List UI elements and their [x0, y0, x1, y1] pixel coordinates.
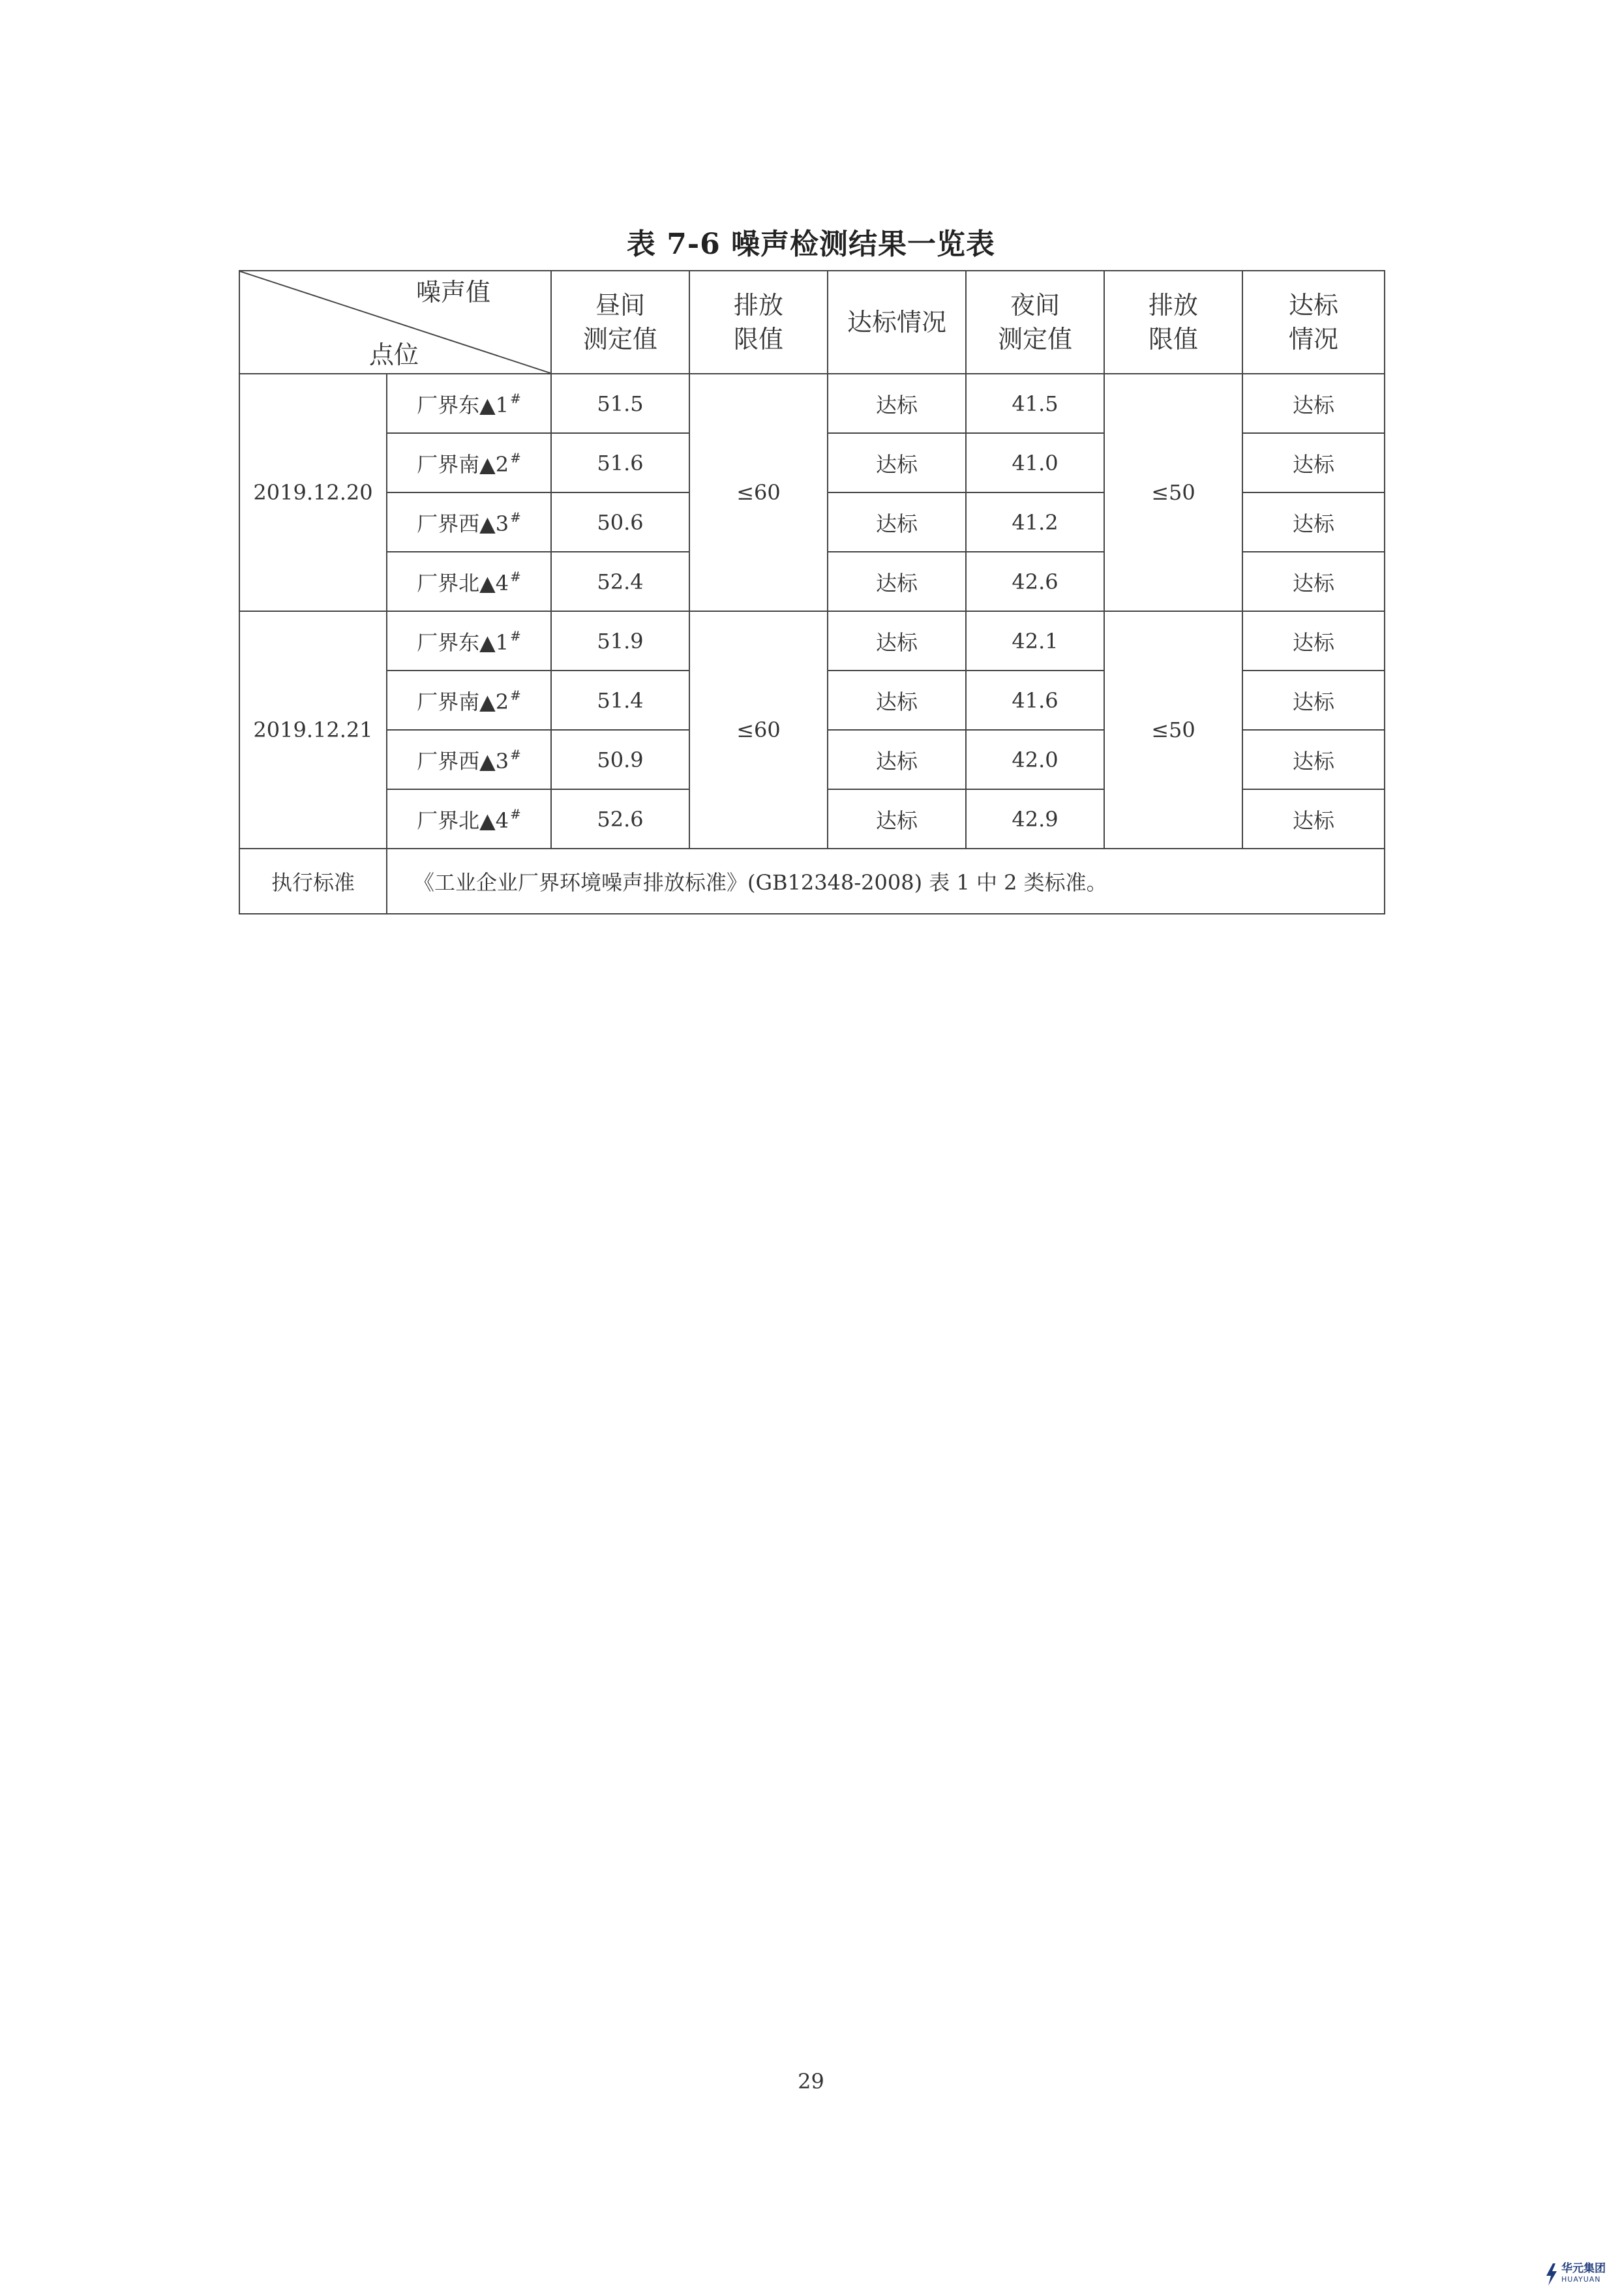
standard-label: 执行标准 [239, 849, 387, 914]
date-cell: 2019.12.21 [239, 611, 387, 849]
header-day-limit: 排放 限值 [689, 271, 828, 374]
logo-chinese-text: 华元集团 [1561, 2262, 1606, 2275]
header-night-limit: 排放 限值 [1104, 271, 1242, 374]
night-status-cell: 达标 [1242, 789, 1385, 849]
day-limit-cell: ≤60 [689, 374, 828, 611]
night-value-cell: 42.0 [966, 730, 1104, 789]
point-cell: 厂界西▲3 # [387, 492, 551, 552]
day-status-cell: 达标 [828, 671, 966, 730]
date-cell: 2019.12.20 [239, 374, 387, 611]
day-value-cell: 50.9 [551, 730, 689, 789]
day-status-cell: 达标 [828, 730, 966, 789]
table-header-row [239, 271, 1385, 374]
header-night-value: 夜间 测定值 [966, 271, 1104, 374]
night-value-cell: 42.1 [966, 611, 1104, 671]
table-caption: 表 7-6 噪声检测结果一览表 [626, 228, 996, 261]
page-number: 29 [798, 2069, 824, 2094]
night-status-cell: 达标 [1242, 433, 1385, 492]
day-value-cell: 52.6 [551, 789, 689, 849]
header-night-status: 达标 情况 [1242, 271, 1385, 374]
corner-noise-value-label: 噪声值 [415, 278, 490, 307]
point-cell: 厂界东▲1 # [387, 374, 551, 433]
table-row [239, 611, 1385, 671]
night-limit-cell: ≤50 [1104, 611, 1242, 849]
day-limit-cell: ≤60 [689, 611, 828, 849]
day-status-cell: 达标 [828, 374, 966, 433]
night-status-cell: 达标 [1242, 492, 1385, 552]
header-day-value: 昼间 测定值 [551, 271, 689, 374]
day-status-cell: 达标 [828, 492, 966, 552]
point-cell: 厂界北▲4 # [387, 789, 551, 849]
day-status-cell: 达标 [828, 789, 966, 849]
logo-english-text: HUAYUAN [1561, 2275, 1601, 2284]
day-value-cell: 51.4 [551, 671, 689, 730]
point-cell: 厂界北▲4 # [387, 552, 551, 611]
noise-results-table [239, 270, 1385, 914]
point-cell: 厂界南▲2 # [387, 433, 551, 492]
night-status-cell: 达标 [1242, 552, 1385, 611]
day-value-cell: 51.9 [551, 611, 689, 671]
night-value-cell: 41.5 [966, 374, 1104, 433]
day-status-cell: 达标 [828, 433, 966, 492]
night-status-cell: 达标 [1242, 611, 1385, 671]
day-status-cell: 达标 [828, 552, 966, 611]
corner-point-label: 点位 [369, 340, 419, 369]
diagonal-corner-cell [239, 271, 551, 374]
standard-row [239, 849, 1385, 914]
day-value-cell: 51.5 [551, 374, 689, 433]
night-value-cell: 42.9 [966, 789, 1104, 849]
night-status-cell: 达标 [1242, 374, 1385, 433]
company-logo [1544, 2262, 1616, 2288]
point-cell: 厂界南▲2 # [387, 671, 551, 730]
day-value-cell: 52.4 [551, 552, 689, 611]
point-cell: 厂界东▲1 # [387, 611, 551, 671]
night-status-cell: 达标 [1242, 730, 1385, 789]
standard-text: 《工业企业厂界环境噪声排放标准》(GB12348-2008) 表 1 中 2 类标准。 [387, 849, 1385, 914]
lightning-logo-icon [1544, 2263, 1559, 2286]
night-value-cell: 41.0 [966, 433, 1104, 492]
night-status-cell: 达标 [1242, 671, 1385, 730]
day-value-cell: 50.6 [551, 492, 689, 552]
point-cell: 厂界西▲3 # [387, 730, 551, 789]
night-value-cell: 41.6 [966, 671, 1104, 730]
day-status-cell: 达标 [828, 611, 966, 671]
night-limit-cell: ≤50 [1104, 374, 1242, 611]
night-value-cell: 42.6 [966, 552, 1104, 611]
night-value-cell: 41.2 [966, 492, 1104, 552]
table-row [239, 374, 1385, 433]
header-day-status: 达标情况 [828, 271, 966, 374]
day-value-cell: 51.6 [551, 433, 689, 492]
